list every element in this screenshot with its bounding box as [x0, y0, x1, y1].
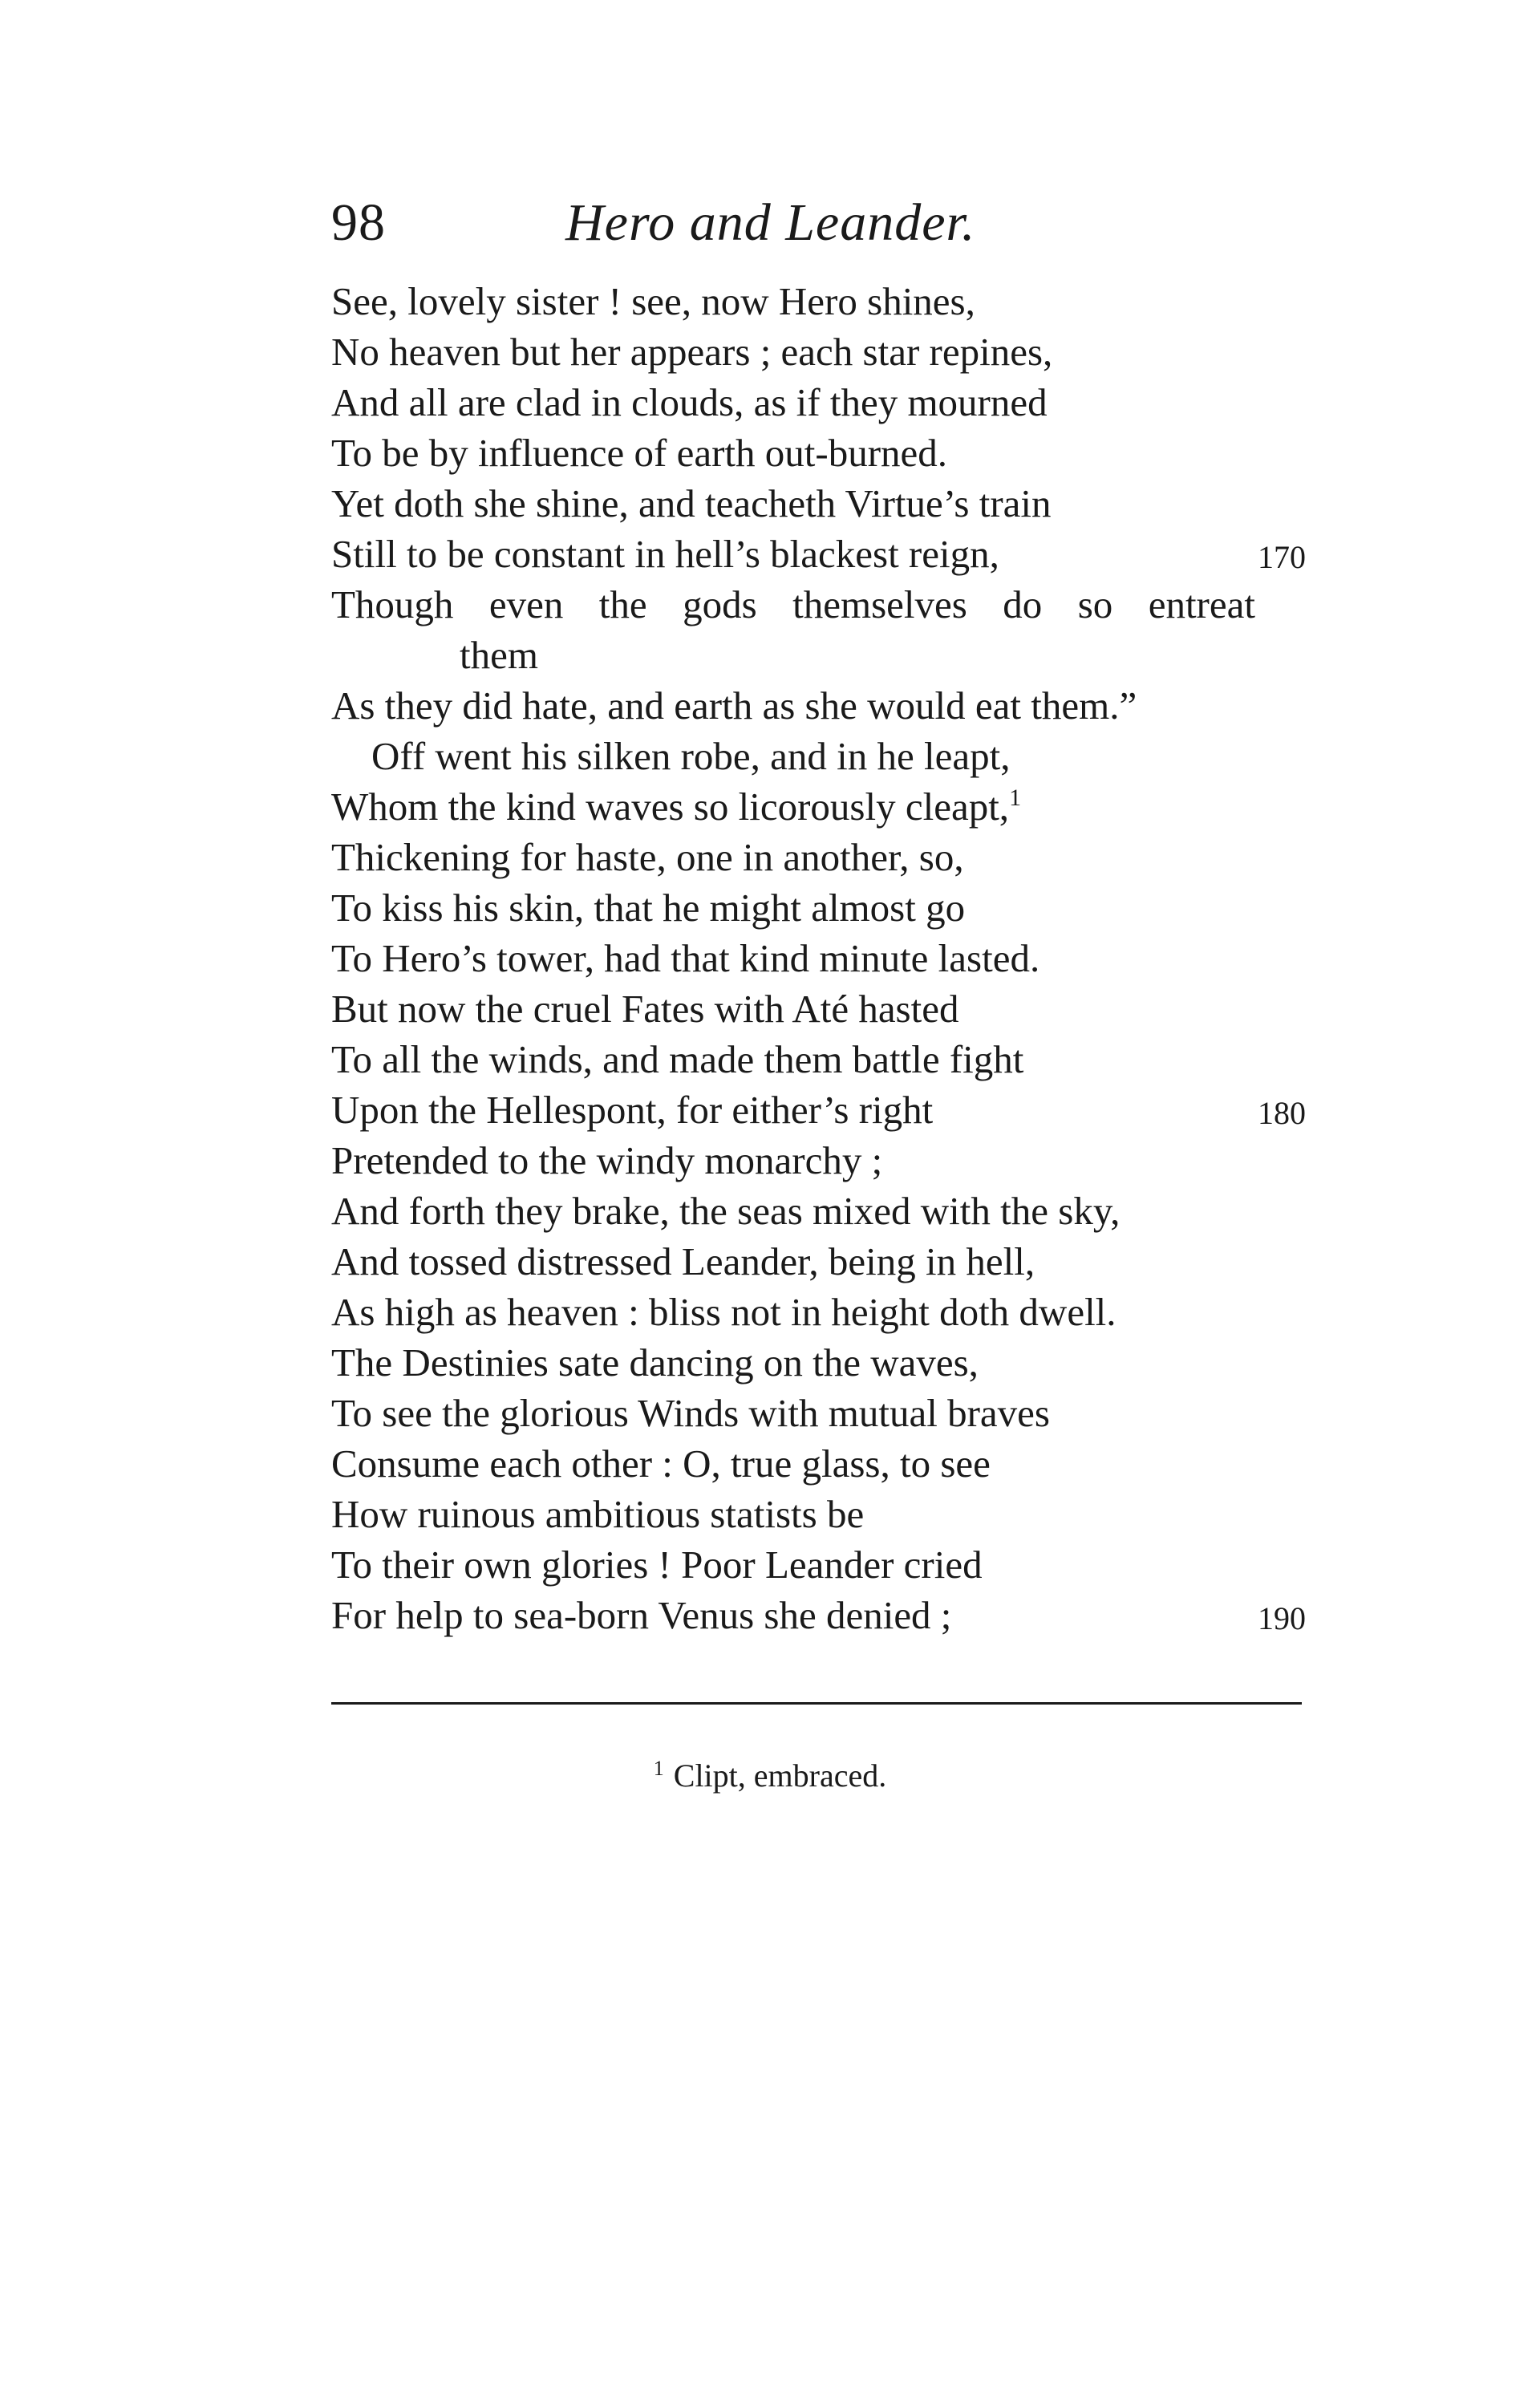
verse-line [331, 326, 1374, 377]
verse-line [331, 1186, 1374, 1236]
line-number: 190 [1258, 1600, 1306, 1636]
running-title: Hero and Leander. [565, 193, 976, 252]
verse-text: Consume each other : O, true glass, to see [331, 1441, 991, 1486]
verse-line [331, 579, 1374, 630]
verse-text: To Hero’s tower, had that kind minute lasted. [331, 936, 1040, 980]
verse-text: As high as heaven : bliss not in height doth dwell. [331, 1290, 1116, 1334]
verse-line [331, 781, 1374, 832]
verse-text: To kiss his skin, that he might almost go [331, 886, 966, 930]
verse-line [331, 933, 1374, 983]
verse-text: Upon the Hellespont, for either’s right [331, 1088, 934, 1132]
verse-line [331, 1135, 1374, 1186]
verse-text: Thickening for haste, one in another, so, [331, 835, 964, 879]
verse-line-indented [331, 731, 1374, 781]
verse-text: Yet doth she shine, and teacheth Virtue’s train [331, 481, 1052, 525]
verse-text: To be by influence of earth out-burned. [331, 431, 948, 475]
verse-line [331, 1034, 1374, 1084]
verse-text: No heaven but her appears ; each star repines, [331, 330, 1053, 374]
verse-line [331, 1590, 1374, 1640]
line-number: 170 [1258, 539, 1306, 575]
verse-line [331, 1539, 1374, 1590]
verse-line [331, 377, 1374, 428]
verse-line [331, 680, 1374, 731]
verse-text: For help to sea-born Venus she denied ; [331, 1593, 952, 1637]
verse-text: Though even the gods themselves do so entreat [331, 582, 1255, 626]
verse-text: To their own glories ! Poor Leander cried [331, 1543, 983, 1587]
verse-line [331, 529, 1374, 579]
verse-text: And tossed distressed Leander, being in hell, [331, 1239, 1035, 1283]
verse-text-with-footnote [331, 781, 1021, 832]
verse-text: Pretended to the windy monarchy ; [331, 1138, 883, 1182]
verse-text: To see the glorious Winds with mutual braves [331, 1391, 1050, 1435]
verse-block [331, 276, 1374, 1640]
footnote-divider [331, 1702, 1302, 1705]
verse-text: See, lovely sister ! see, now Hero shines, [331, 279, 975, 323]
verse-line-runover [331, 630, 1374, 680]
verse-text: As they did hate, and earth as she would eat them.” [331, 683, 1137, 728]
verse-line [331, 1236, 1374, 1287]
verse-text: But now the cruel Fates with Até hasted [331, 987, 959, 1031]
footnote-reference: 1 [1009, 784, 1022, 811]
verse-line [331, 1337, 1374, 1388]
verse-line [331, 1388, 1374, 1438]
running-head [331, 191, 1374, 255]
verse-text: Still to be constant in hell’s blackest reign, [331, 532, 999, 576]
footnote-mark: 1 [653, 1757, 664, 1780]
verse-text: Whom the kind waves so licorously cleapt, [331, 784, 1010, 829]
footnote [0, 1755, 1540, 1797]
verse-line [331, 983, 1374, 1034]
verse-line [331, 882, 1374, 933]
verse-text: And all are clad in clouds, as if they mourned [331, 380, 1048, 424]
verse-text: Off went his silken robe, and in he leapt, [371, 734, 1011, 778]
footnote-text: Clipt, embraced. [673, 1757, 887, 1794]
verse-line [331, 428, 1374, 478]
verse-text: To all the winds, and made them battle fight [331, 1037, 1024, 1081]
verse-line [331, 1084, 1374, 1135]
verse-line [331, 832, 1374, 882]
page-number: 98 [331, 193, 386, 252]
verse-line [331, 1489, 1374, 1539]
line-number: 180 [1258, 1095, 1306, 1131]
verse-text: them [460, 633, 538, 677]
verse-line [331, 1438, 1374, 1489]
verse-line [331, 478, 1374, 529]
verse-text: How ruinous ambitious statists be [331, 1492, 865, 1536]
verse-line [331, 1287, 1374, 1337]
verse-line [331, 276, 1374, 326]
verse-text: And forth they brake, the seas mixed with the sky, [331, 1189, 1121, 1233]
verse-text: The Destinies sate dancing on the waves, [331, 1340, 979, 1384]
